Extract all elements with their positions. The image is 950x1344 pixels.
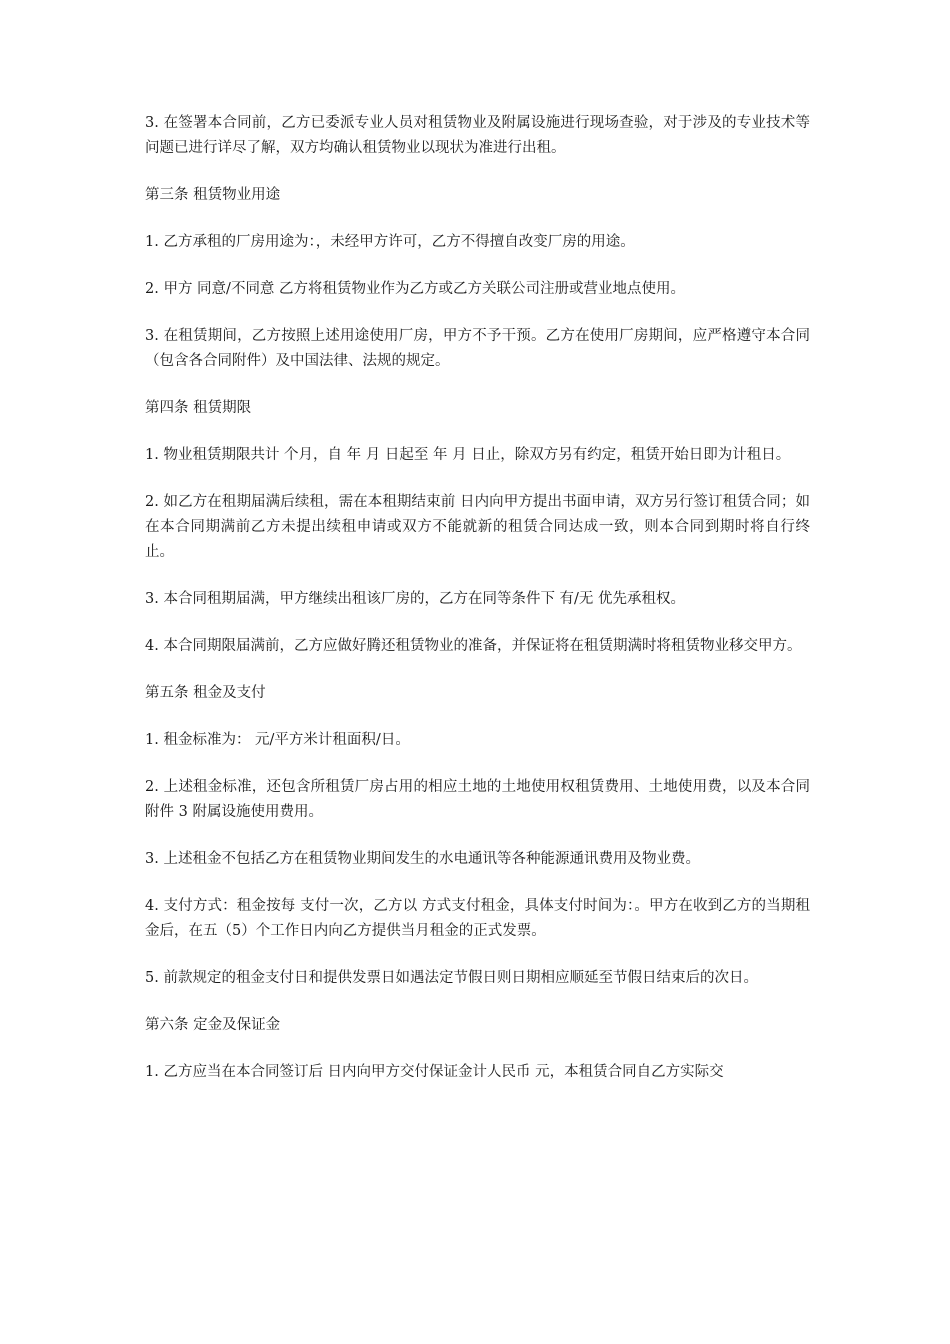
paragraph-5-4: 4. 支付方式：租金按每 支付一次，乙方以 方式支付租金，具体支付时间为：。甲方在收到乙方的当期租金后，在五（5）个工作日内向乙方提供当月租金的正式发票。 xyxy=(145,898,810,939)
heading-article-6: 第六条 定金及保证金 xyxy=(145,1017,281,1033)
paragraph-3-1: 1. 乙方承租的厂房用途为：，未经甲方许可，乙方不得擅自改变厂房的用途。 xyxy=(145,234,635,250)
paragraph-5-3: 3. 上述租金不包括乙方在租赁物业期间发生的水电通讯等各种能源通讯费用及物业费。 xyxy=(145,851,700,867)
paragraph-2-3: 3. 在签署本合同前，乙方已委派专业人员对租赁物业及附属设施进行现场查验，对于涉及的专业技术等问题已进行详尽了解，双方均确认租赁物业以现状为准进行出租。 xyxy=(145,115,810,156)
paragraph-4-2: 2. 如乙方在租期届满后续租，需在本租期结束前 日内向甲方提出书面申请，双方另行签订租赁合同；如在本合同期满前乙方未提出续租申请或双方不能就新的租赁合同达成一致，则本合同到期时将自行终止。 xyxy=(145,494,810,560)
paragraph-5-2: 2. 上述租金标准，还包含所租赁厂房占用的相应土地的土地使用权租赁费用、土地使用费，以及本合同附件 3 附属设施使用费用。 xyxy=(145,779,810,820)
heading-article-4: 第四条 租赁期限 xyxy=(145,400,252,416)
paragraph-3-3: 3. 在租赁期间，乙方按照上述用途使用厂房，甲方不予干预。乙方在使用厂房期间，应严格遵守本合同（包含各合同附件）及中国法律、法规的规定。 xyxy=(145,328,810,369)
document-page xyxy=(145,111,810,1107)
paragraph-4-1: 1. 物业租赁期限共计 个月，自 年 月 日起至 年 月 日止，除双方另有约定，租赁开始日即为计租日。 xyxy=(145,447,791,463)
paragraph-6-1: 1. 乙方应当在本合同签订后 日内向甲方交付保证金计人民币 元，本租赁合同自乙方实际交 xyxy=(145,1064,724,1080)
paragraph-4-3: 3. 本合同租期届满，甲方继续出租该厂房的，乙方在同等条件下 有/无 优先承租权。 xyxy=(145,591,686,607)
paragraph-3-2: 2. 甲方 同意/不同意 乙方将租赁物业作为乙方或乙方关联公司注册或营业地点使用。 xyxy=(145,281,686,297)
paragraph-5-1: 1. 租金标准为： 元/平方米计租面积/日。 xyxy=(145,732,410,748)
paragraph-4-4: 4. 本合同期限届满前，乙方应做好腾还租赁物业的准备，并保证将在租赁期满时将租赁物业移交甲方。 xyxy=(145,638,802,654)
heading-article-5: 第五条 租金及支付 xyxy=(145,685,266,701)
heading-article-3: 第三条 租赁物业用途 xyxy=(145,187,281,203)
paragraph-5-5: 5. 前款规定的租金支付日和提供发票日如遇法定节假日则日期相应顺延至节假日结束后的次日。 xyxy=(145,970,758,986)
